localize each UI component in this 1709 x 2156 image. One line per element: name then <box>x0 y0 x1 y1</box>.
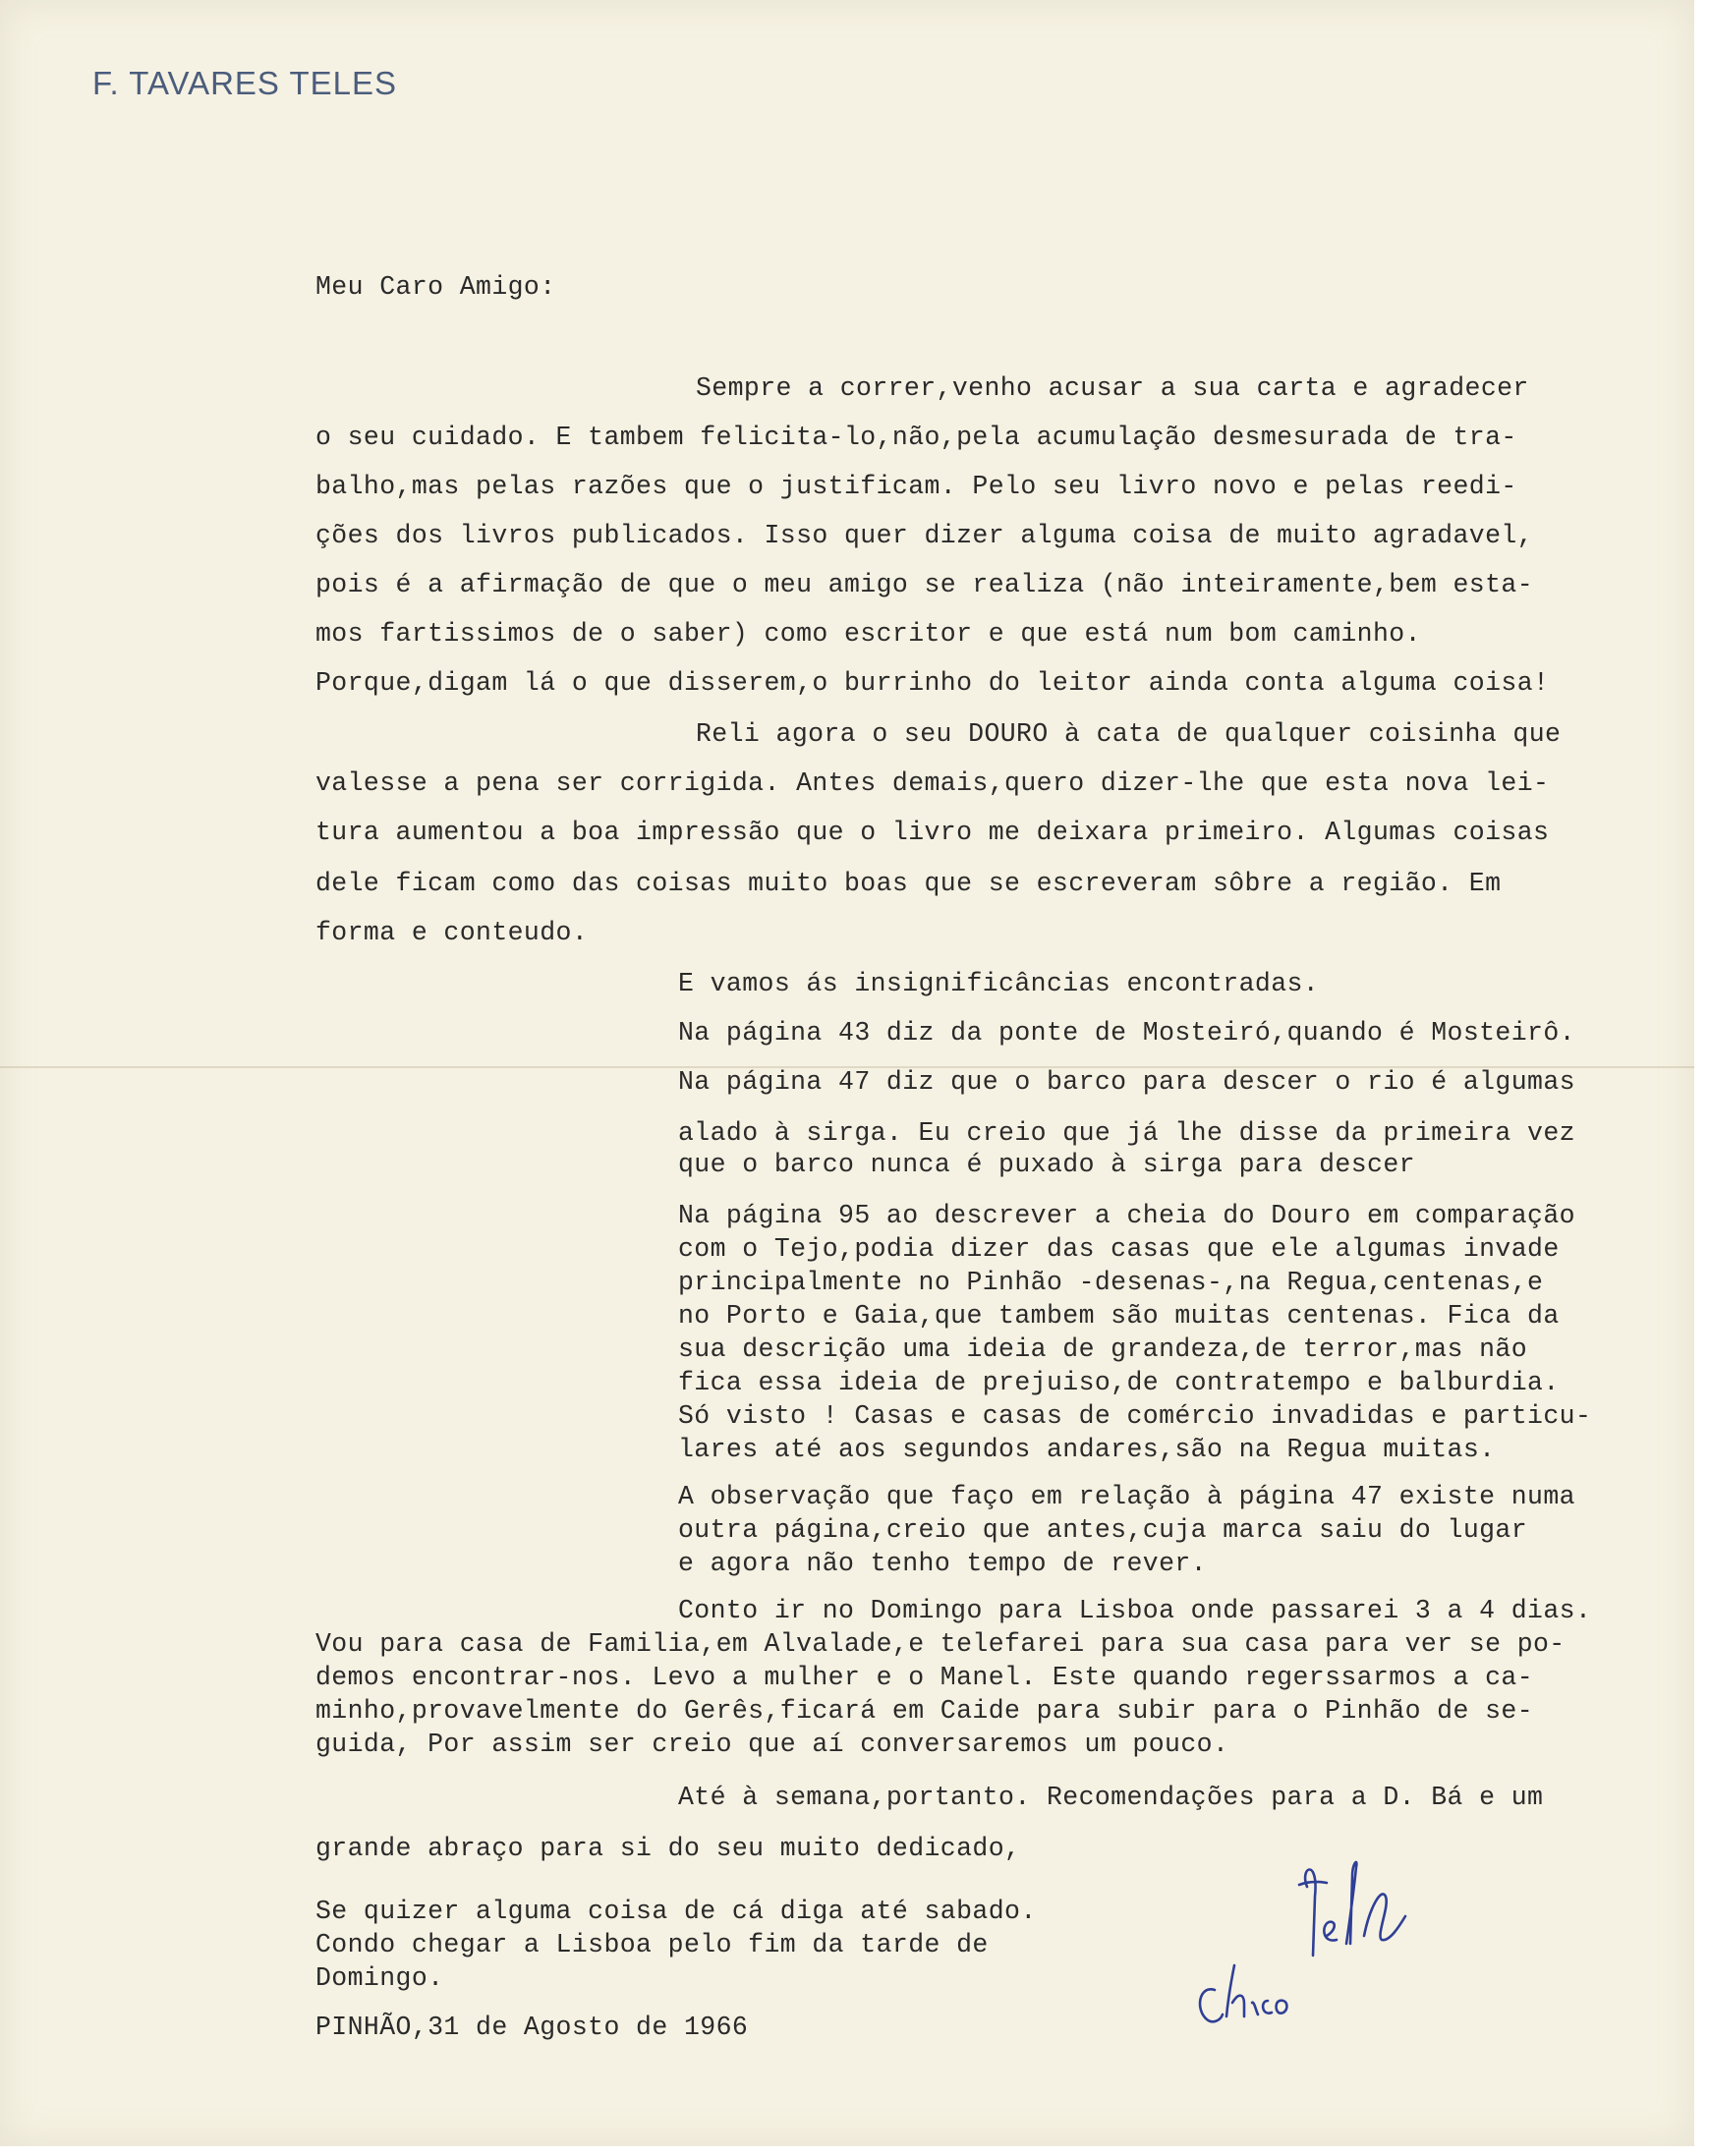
body-line: dele ficam como das coisas muito boas que se escreveram sôbre a região. Em <box>315 869 1502 898</box>
body-line: fica essa ideia de prejuiso,de contratempo e balburdia. <box>678 1368 1560 1397</box>
body-line: pois é a afirmação de que o meu amigo se realiza (não inteiramente,bem esta- <box>315 570 1533 599</box>
body-line: balho,mas pelas razões que o justificam. Pelo seu livro novo e pelas reedi- <box>315 472 1517 501</box>
body-line: demos encontrar-nos. Levo a mulher e o Manel. Este quando regerssarmos a ca- <box>315 1663 1533 1692</box>
body-line: Na página 95 ao descrever a cheia do Douro em comparação <box>678 1201 1575 1230</box>
body-line: E vamos ás insignificâncias encontradas. <box>678 969 1320 998</box>
body-line: Sempre a correr,venho acusar a sua carta e agradecer <box>696 373 1529 403</box>
body-line: e agora não tenho tempo de rever. <box>678 1549 1207 1578</box>
body-line: lares até aos segundos andares,são na Regua muitas. <box>678 1435 1496 1464</box>
body-line: que o barco nunca é puxado à sirga para descer <box>678 1150 1415 1179</box>
body-line: Conto ir no Domingo para Lisboa onde passarei 3 a 4 dias. <box>678 1596 1592 1625</box>
closing-line: grande abraço para si do seu muito dedicado, <box>315 1834 1021 1863</box>
body-line: no Porto e Gaia,que tambem são muitas centenas. Fica da <box>678 1301 1560 1331</box>
salutation: Meu Caro Amigo: <box>315 272 556 302</box>
body-line: mos fartissimos de o saber) como escritor e que está num bom caminho. <box>315 619 1421 649</box>
body-line: Porque,digam lá o que disserem,o burrinho do leitor ainda conta alguma coisa! <box>315 668 1550 698</box>
body-line: com o Tejo,podia dizer das casas que ele algumas invade <box>678 1234 1560 1264</box>
body-line: guida, Por assim ser creio que aí conversaremos um pouco. <box>315 1730 1229 1759</box>
letterhead: F. TAVARES TELES <box>92 65 398 101</box>
body-line: Vou para casa de Familia,em Alvalade,e telefarei para sua casa para ver se po- <box>315 1629 1566 1659</box>
date-line: PINHÃO,31 de Agosto de 1966 <box>315 2013 749 2042</box>
scan-edge-right <box>1694 0 1709 2156</box>
handwritten-signature <box>1189 1828 1425 2024</box>
body-line: forma e conteudo. <box>315 918 589 947</box>
body-line: outra página,creio que antes,cuja marca saiu do lugar <box>678 1515 1528 1545</box>
scan-edge-bottom <box>0 2146 1709 2156</box>
body-line: principalmente no Pinhão -desenas-,na Regua,centenas,e <box>678 1268 1544 1297</box>
body-line: Na página 47 diz que o barco para descer o rio é algumas <box>678 1067 1575 1097</box>
body-line: Até à semana,portanto. Recomendações para a D. Bá e um <box>678 1783 1544 1812</box>
body-line: o seu cuidado. E tambem felicita-lo,não,pela acumulação desmesurada de tra- <box>315 423 1517 452</box>
postscript-line: Domingo. <box>315 1963 444 1993</box>
body-line: Só visto ! Casas e casas de comércio invadidas e particu- <box>678 1401 1592 1431</box>
body-line: tura aumentou a boa impressão que o livro me deixara primeiro. Algumas coisas <box>315 818 1550 847</box>
body-line: A observação que faço em relação à página 47 existe numa <box>678 1482 1575 1511</box>
postscript-line: Condo chegar a Lisboa pelo fim da tarde de <box>315 1930 989 1959</box>
body-line: ções dos livros publicados. Isso quer dizer alguma coisa de muito agradavel, <box>315 521 1533 550</box>
postscript-line: Se quizer alguma coisa de cá diga até sabado. <box>315 1897 1037 1926</box>
body-line: alado à sirga. Eu creio que já lhe disse da primeira vez <box>678 1118 1575 1148</box>
body-line: valesse a pena ser corrigida. Antes demais,quero dizer-lhe que esta nova lei- <box>315 768 1550 798</box>
body-line: Reli agora o seu DOURO à cata de qualquer coisinha que <box>696 719 1562 749</box>
body-line: Na página 43 diz da ponte de Mosteiró,quando é Mosteirô. <box>678 1018 1575 1048</box>
body-line: sua descrição uma ideia de grandeza,de terror,mas não <box>678 1334 1528 1364</box>
body-line: minho,provavelmente do Gerês,ficará em Caide para subir para o Pinhão de se- <box>315 1696 1533 1726</box>
